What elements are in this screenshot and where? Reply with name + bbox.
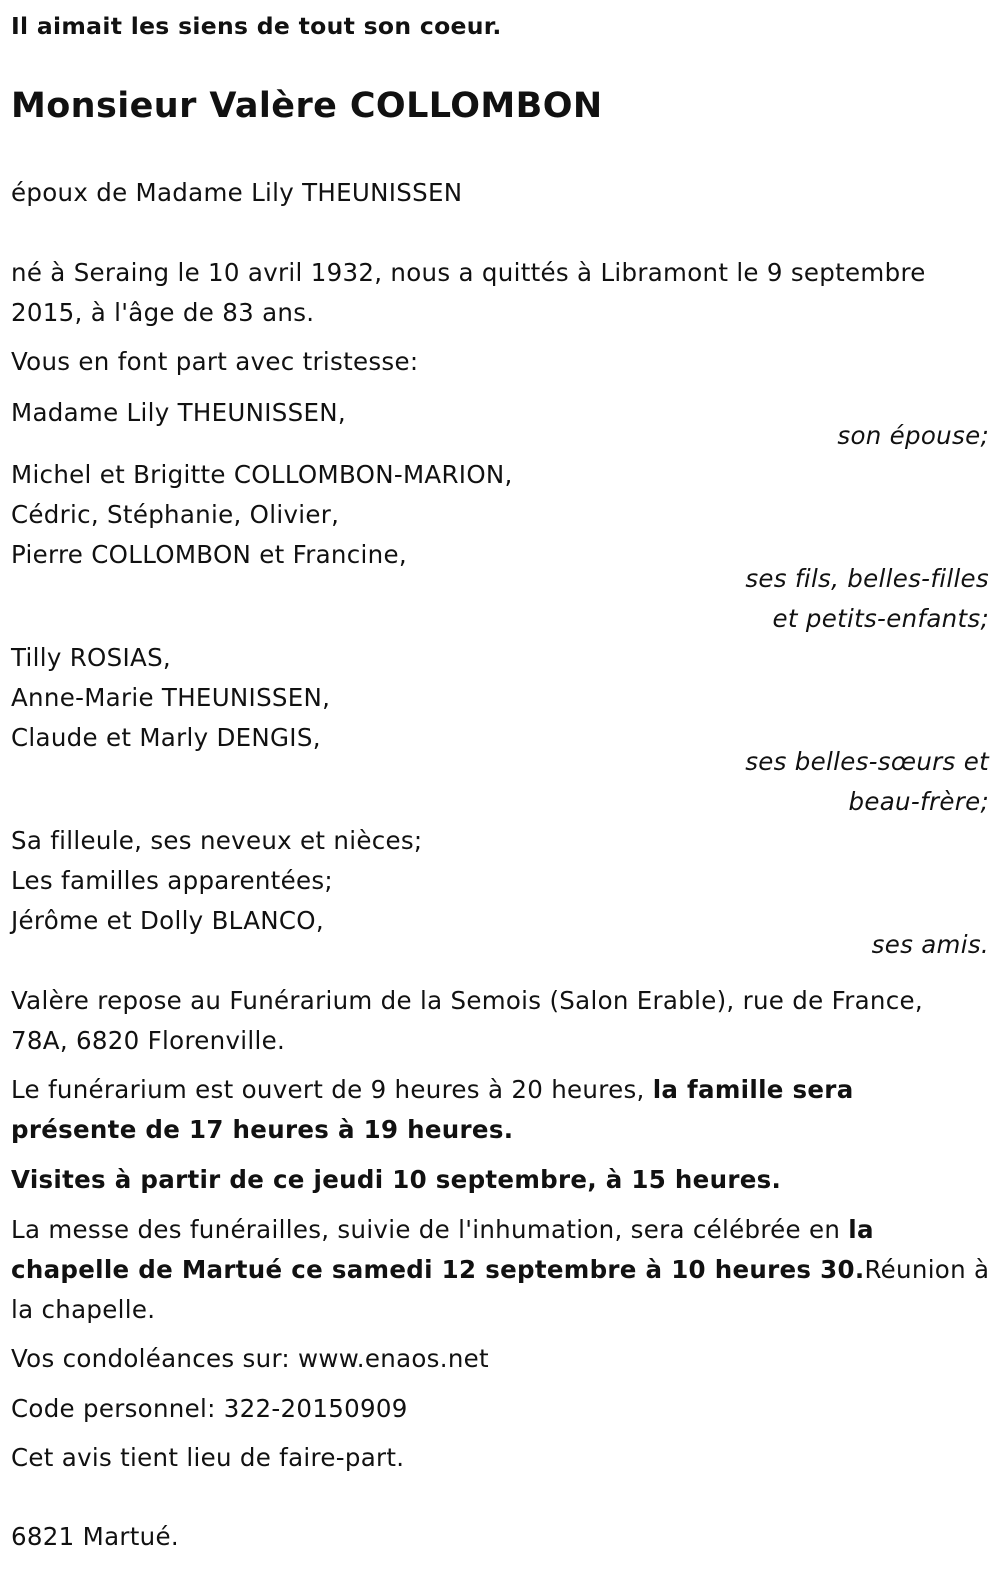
- condolences-text: Vos condoléances sur: www.enaos.net: [11, 1344, 489, 1373]
- family-name: Cédric, Stéphanie, Olivier,: [11, 500, 340, 529]
- family-name: Tilly ROSIAS,: [11, 643, 172, 672]
- family-group-others: [11, 821, 989, 971]
- rest-line-1: Valère repose au Funérarium de la Semois (Salon Erable), rue de France,: [11, 986, 923, 1015]
- mass-place-time: chapelle de Martué ce samedi 12 septembre à 10 heures 30.: [11, 1255, 865, 1284]
- family-name: Les familles apparentées;: [11, 866, 333, 895]
- mass-line-1: [11, 1210, 989, 1250]
- mass-line-2: [11, 1250, 989, 1290]
- notice-text: Cet avis tient lieu de faire-part.: [11, 1443, 405, 1472]
- spouse-text: époux de Madame Lily THEUNISSEN: [11, 178, 463, 207]
- birth-death-paragraph: [11, 253, 989, 333]
- relation-label: beau-frère;: [848, 787, 989, 816]
- relation-label: ses amis.: [871, 930, 989, 959]
- family-name: Michel et Brigitte COLLOMBON-MARION,: [11, 460, 513, 489]
- mass-paragraph: [11, 1210, 989, 1330]
- relation-label: et petits-enfants;: [772, 604, 989, 633]
- visits-line: [11, 1160, 989, 1200]
- family-group-children: [11, 455, 989, 645]
- hours-text: Le funérarium est ouvert de 9 heures à 20 heures,: [11, 1075, 653, 1104]
- hours-paragraph: [11, 1070, 989, 1150]
- family-presence-hours: présente de 17 heures à 19 heures.: [11, 1115, 514, 1144]
- condolences-line: [11, 1339, 989, 1379]
- code-line: [11, 1389, 989, 1429]
- announce-text: Vous en font part avec tristesse:: [11, 347, 419, 376]
- birth-line-2: 2015, à l'âge de 83 ans.: [11, 298, 315, 327]
- relation-label: ses fils, belles-filles: [745, 564, 989, 593]
- rest-paragraph: [11, 981, 989, 1061]
- place-text: 6821 Martué.: [11, 1522, 179, 1551]
- family-group-in-laws: [11, 638, 989, 828]
- motto: Il aimait les siens de tout son coeur.: [11, 12, 502, 40]
- family-presence-text: la famille sera: [652, 1075, 854, 1104]
- family-name: Madame Lily THEUNISSEN,: [11, 398, 346, 427]
- place-line: [11, 1517, 989, 1557]
- family-name: Jérôme et Dolly BLANCO,: [11, 906, 324, 935]
- mass-line-3: la chapelle.: [11, 1295, 156, 1324]
- family-name: Pierre COLLOMBON et Francine,: [11, 540, 407, 569]
- birth-line-1: né à Seraing le 10 avril 1932, nous a quittés à Libramont le 9 septembre: [11, 258, 926, 287]
- notice-line: [11, 1438, 989, 1478]
- spouse-line: [11, 173, 989, 213]
- relation-label: son épouse;: [837, 421, 989, 450]
- hours-line-1: [11, 1070, 989, 1110]
- relation-label: ses belles-sœurs et: [745, 747, 989, 776]
- family-group-spouse: [11, 393, 989, 463]
- visits-text: Visites à partir de ce jeudi 10 septembre, à 15 heures.: [11, 1165, 782, 1194]
- family-name: Claude et Marly DENGIS,: [11, 723, 321, 752]
- code-text: Code personnel: 322-20150909: [11, 1394, 408, 1423]
- mass-text: La messe des funérailles, suivie de l'inhumation, sera célébrée en: [11, 1215, 849, 1244]
- family-name: Sa filleule, ses neveux et nièces;: [11, 826, 423, 855]
- announce-line: [11, 342, 989, 382]
- deceased-name: Monsieur Valère COLLOMBON: [11, 86, 603, 126]
- rest-line-2: 78A, 6820 Florenville.: [11, 1026, 286, 1055]
- family-name: Anne-Marie THEUNISSEN,: [11, 683, 331, 712]
- meeting-text: Réunion à: [864, 1255, 990, 1284]
- mass-place-text: la: [848, 1215, 874, 1244]
